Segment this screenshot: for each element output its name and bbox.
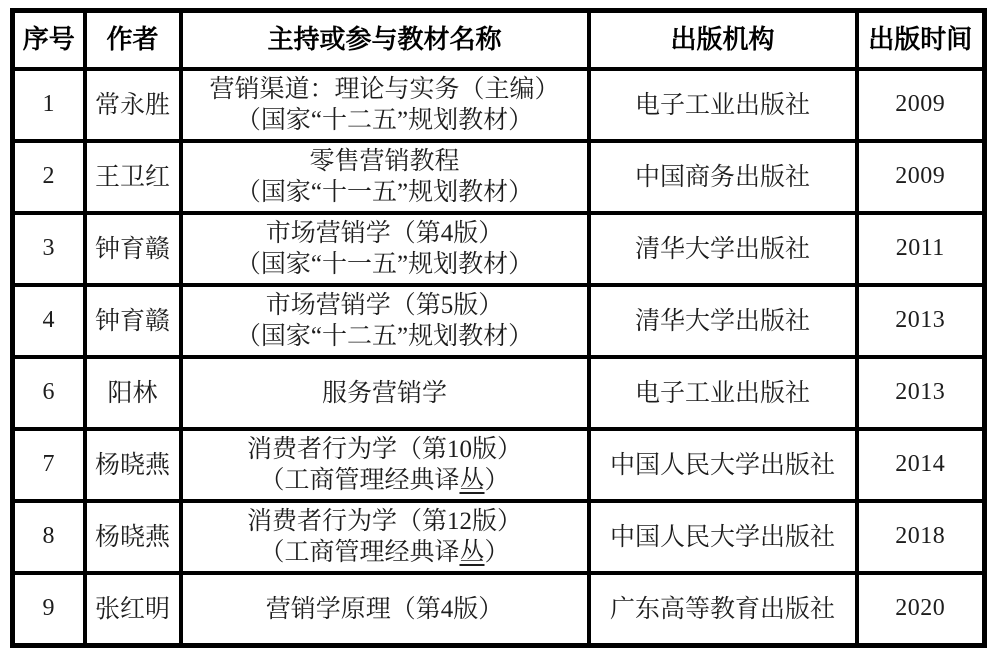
cell-publisher: 中国商务出版社: [589, 141, 857, 213]
page: [0, 8, 996, 653]
cell-title: [181, 501, 589, 573]
cell-year: 2009: [857, 141, 985, 213]
cell-year: 2013: [857, 285, 985, 357]
title-line2-text: （国家“十二五”规划教材）: [235, 107, 534, 134]
cell-title: [181, 285, 589, 357]
cell-no: 9: [13, 573, 85, 646]
cell-year: 2009: [857, 69, 985, 141]
title-line2-text: （国家“十一五”规划教材）: [235, 251, 534, 278]
cell-no: 3: [13, 213, 85, 285]
cell-publisher: 清华大学出版社: [589, 213, 857, 285]
title-line1: 市场营销学（第4版）: [265, 220, 504, 247]
header-author: 作者: [85, 11, 181, 70]
cell-no: 4: [13, 285, 85, 357]
cell-title: [181, 357, 589, 429]
header-year: 出版时间: [857, 11, 985, 70]
title-line1: 营销渠道：理论与实务（主编）: [209, 76, 560, 103]
cell-author: 张红明: [85, 573, 181, 646]
cell-title: [181, 213, 589, 285]
title-line1: 市场营销学（第5版）: [265, 292, 504, 319]
cell-author: 常永胜: [85, 69, 181, 141]
cell-publisher: 中国人民大学出版社: [589, 429, 857, 501]
table-row: [13, 357, 985, 429]
title-line1: 消费者行为学（第12版）: [246, 508, 522, 535]
cell-title: [181, 573, 589, 646]
cell-publisher: 电子工业出版社: [589, 357, 857, 429]
cell-year: 2013: [857, 357, 985, 429]
title-line2: [185, 537, 585, 568]
cell-publisher: 广东高等教育出版社: [589, 573, 857, 646]
title-line1: 营销学原理（第4版）: [265, 595, 504, 623]
cell-year: 2011: [857, 213, 985, 285]
cell-no: 8: [13, 501, 85, 573]
title-line2: [185, 105, 585, 136]
title-line2-text: （国家“十一五”规划教材）: [235, 179, 534, 206]
cell-author: 杨晓燕: [85, 501, 181, 573]
header-publisher: 出版机构: [589, 11, 857, 70]
cell-author: 杨晓燕: [85, 429, 181, 501]
title-line2: [185, 465, 585, 496]
cell-title: [181, 429, 589, 501]
table-row: [13, 285, 985, 357]
table-row: [13, 141, 985, 213]
table-row: [13, 573, 985, 646]
title-line2: [185, 249, 585, 280]
cell-author: 阳林: [85, 357, 181, 429]
cell-no: 1: [13, 69, 85, 141]
cell-publisher: 中国人民大学出版社: [589, 501, 857, 573]
cell-year: 2014: [857, 429, 985, 501]
title-line2: [185, 321, 585, 352]
table-row: [13, 213, 985, 285]
cell-title: [181, 69, 589, 141]
cell-no: 7: [13, 429, 85, 501]
cell-author: 钟育赣: [85, 213, 181, 285]
title-line2-text: （工商管理经典译: [259, 539, 460, 566]
header-title: 主持或参与教材名称: [181, 11, 589, 70]
cell-author: 钟育赣: [85, 285, 181, 357]
title-line2-text: （工商管理经典译: [259, 467, 460, 494]
cell-year: 2020: [857, 573, 985, 646]
table-row: [13, 69, 985, 141]
title-line2-close: ）: [484, 467, 510, 494]
title-line2: [185, 177, 585, 208]
title-line2-close: ）: [484, 539, 510, 566]
header-no: 序号: [13, 11, 85, 70]
cell-no: 6: [13, 357, 85, 429]
cell-author: 王卫红: [85, 141, 181, 213]
cell-publisher: 电子工业出版社: [589, 69, 857, 141]
header-row: [13, 11, 985, 70]
title-line2-text: （国家“十二五”规划教材）: [235, 323, 534, 350]
title-line1: 消费者行为学（第10版）: [246, 436, 522, 463]
table-row: [13, 501, 985, 573]
title-line1: 零售营销教程: [309, 148, 460, 175]
title-line2-underlined-char: 丛: [459, 467, 485, 494]
publications-table: [10, 8, 987, 648]
cell-title: [181, 141, 589, 213]
cell-year: 2018: [857, 501, 985, 573]
title-line1: 服务营销学: [321, 379, 447, 407]
title-line2-underlined-char: 丛: [459, 539, 485, 566]
cell-publisher: 清华大学出版社: [589, 285, 857, 357]
table-row: [13, 429, 985, 501]
cell-no: 2: [13, 141, 85, 213]
